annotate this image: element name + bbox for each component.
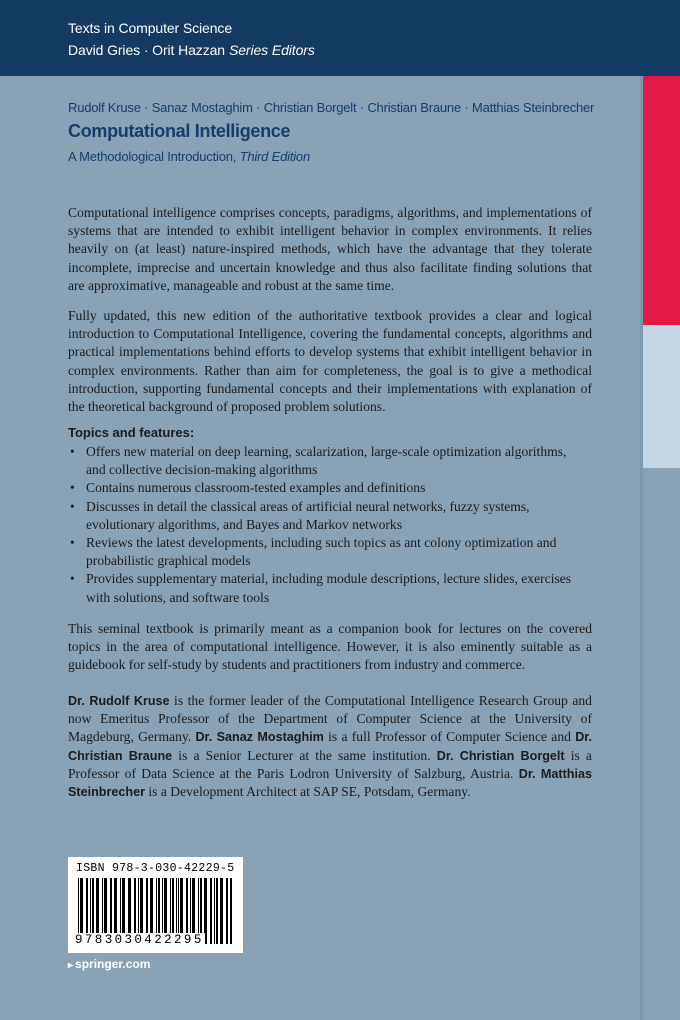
- topic-text: Reviews the latest developments, including such topics as ant colony optimization and probabilistic graphical models: [86, 535, 557, 569]
- isbn-label: ISBN 978-3-030-42229-5: [76, 862, 235, 875]
- barcode-bar: [210, 878, 212, 944]
- barcode-bar: [230, 878, 232, 944]
- list-item: [68, 570, 588, 606]
- description-paragraph-3: This seminal textbook is primarily meant as a companion book for lectures on the covered topics in the area of computational intelligence. However, it is also eminently suitable as a guidebook for self-study by students and practitioners from industry and commerce.: [68, 621, 592, 673]
- book-authors: Rudolf Kruse · Sanaz Mostaghim · Christian Borgelt · Christian Braune · Matthias Steinbrecher: [68, 100, 595, 115]
- description-paragraph-1: Computational intelligence comprises concepts, paradigms, algorithms, and implementations of systems that are intended to exhibit intelligent behavior in complex environments. It relies heavily on (at least) nature-inspired methods, which have the advantage that they tolerate incomplete, imprecise and uncertain knowledge and thus also facilitate finding solutions that are approximative, manageable and robust at the same time.: [68, 205, 592, 293]
- topic-text: Provides supplementary material, including module descriptions, lecture slides, exercises with solutions, and software tools: [86, 571, 572, 605]
- author-bio-text: is the former leader of the Computational Intelligence Research Group and now Emeritus Professor of the Department of Computer Science at the University of Magdeburg, Germany.: [68, 693, 592, 745]
- publisher-link[interactable]: [68, 957, 150, 971]
- bullet-icon: •: [70, 444, 75, 459]
- accent-stripe-light: [643, 325, 680, 468]
- list-item: [68, 534, 588, 570]
- author-bio-text: is a Senior Lecturer at the same institution.: [172, 747, 437, 763]
- author-bio-text: is a Professor of Data Science at the Paris Lodron University of Salzburg, Austria.: [68, 747, 592, 781]
- book-subtitle: [68, 149, 310, 164]
- barcode-bar: [214, 878, 215, 944]
- series-title: Texts in Computer Science: [68, 20, 233, 36]
- accent-stripe-red: [643, 76, 680, 325]
- author-name: Dr. Christian Borgelt: [436, 748, 565, 763]
- bullet-icon: •: [70, 498, 75, 514]
- author-bios: [68, 692, 592, 801]
- bullet-icon: •: [70, 571, 75, 587]
- subtitle-text: A Methodological Introduction,: [68, 149, 237, 164]
- edition-text: Third Edition: [239, 149, 310, 164]
- barcode-digits: 9783030422295: [75, 933, 204, 947]
- topics-heading: Topics and features:: [68, 425, 195, 440]
- topic-text: Discusses in detail the classical areas of artificial neural networks, fuzzy systems, evolutionary algorithms, and Bayes and Markov networks: [86, 498, 530, 532]
- topic-text: Offers new material on deep learning, scalarization, large-scale optimization algorithms, and collective decision-making algorithms: [86, 444, 567, 478]
- bullet-icon: •: [70, 535, 75, 551]
- author-name: Dr. Sanaz Mostaghim: [195, 730, 324, 745]
- series-header: [0, 0, 680, 76]
- list-item: [68, 498, 588, 534]
- arrow-icon: ▸: [68, 960, 74, 971]
- bullet-icon: •: [70, 480, 75, 496]
- author-name: Dr. Matthias Steinbrecher: [68, 766, 593, 800]
- topics-list: [68, 443, 588, 607]
- barcode-bar: [216, 878, 218, 944]
- barcode-bar: [226, 878, 228, 944]
- author-bio-text: is a full Professor of Computer Science and: [323, 729, 576, 745]
- description-paragraph-2: Fully updated, this new edition of the authoritative textbook provides a clear and logical introduction to Computational Intelligence, covering the fundamental concepts, algorithms and practical implementations behind efforts to develop systems that exhibit intelligent behavior in complex environments. Rather than aim for completeness, the goal is to give a methodical introduction, supporting fundamental concepts and their implementations with explanation of the theoretical background of proposed problem solutions.: [68, 308, 592, 415]
- author-name: Dr. Christian Braune: [68, 730, 592, 763]
- book-title: Computational Intelligence: [68, 121, 291, 141]
- author-bio-text: is a Development Architect at SAP SE, Potsdam, Germany.: [145, 784, 471, 800]
- series-editors: [68, 42, 315, 58]
- barcode: [68, 857, 243, 953]
- publisher-url: springer.com: [75, 957, 151, 971]
- series-editors-names: David Gries · Orit Hazzan: [68, 42, 225, 58]
- barcode-bar: [220, 878, 223, 944]
- author-name: Dr. Rudolf Kruse: [68, 694, 170, 708]
- list-item: [68, 443, 588, 479]
- list-item: [68, 479, 588, 497]
- series-editors-role: Series Editors: [228, 42, 315, 58]
- topic-text: Contains numerous classroom-tested examples and definitions: [86, 480, 426, 496]
